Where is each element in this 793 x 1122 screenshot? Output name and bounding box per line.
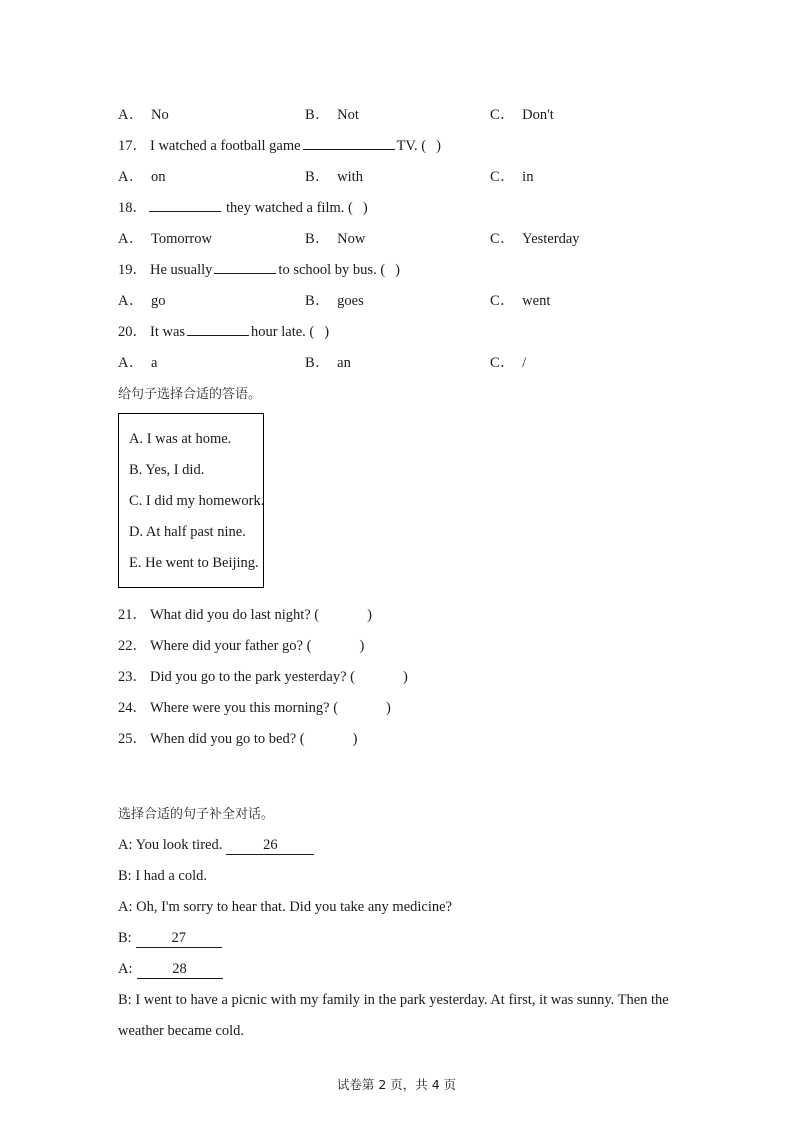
q19-option-b-letter: B． (305, 293, 331, 309)
question-20 (118, 317, 698, 348)
answer-bank-item: E. He went to Beijing. (129, 555, 259, 571)
dialogue-blank-26[interactable]: 26 (226, 837, 314, 855)
q19-option-c[interactable] (490, 286, 550, 317)
question-23-number: 23． (118, 669, 147, 685)
q16-option-c-text: Don't (522, 107, 554, 123)
q18-option-c-text: Yesterday (522, 231, 580, 247)
question-19-blank[interactable] (214, 259, 276, 274)
q18-option-b-text: Now (337, 231, 366, 247)
question-20-text-before: It was (150, 324, 186, 340)
q20-option-b-letter: B． (305, 355, 331, 371)
q17-option-a-text: on (150, 169, 166, 185)
answer-bank-item: A. I was at home. (129, 431, 232, 447)
q20-option-a-letter: A． (118, 355, 144, 371)
q19-options-row (118, 286, 698, 317)
q18-options-row (118, 224, 698, 255)
question-24-paren-close: ) (386, 700, 391, 716)
q17-options-row (118, 162, 698, 193)
question-25-text: When did you go to bed? ( (150, 731, 305, 747)
q17-option-c-letter: C． (490, 169, 516, 185)
question-21-paren-close: ) (367, 607, 372, 623)
question-22-text: Where did your father go? ( (150, 638, 312, 654)
dialogue-line-1-speaker: A: You look tired. (118, 837, 223, 853)
question-23 (118, 662, 698, 693)
question-17-paren-close: ) (436, 138, 441, 154)
dialogue-line-2: B: I had a cold. (118, 868, 207, 884)
question-19-paren-close: ) (395, 262, 400, 278)
dialogue-section-heading: 选择合适的句子补全对话。 (118, 807, 275, 822)
question-19-number: 19． (118, 262, 147, 278)
q19-option-a-text: go (150, 293, 166, 309)
q18-option-b[interactable] (305, 224, 365, 255)
question-22-number: 22． (118, 638, 147, 654)
question-18-text-after: they watched a film. ( (226, 200, 353, 216)
q17-option-b[interactable] (305, 162, 363, 193)
q16-option-b-text: Not (337, 107, 359, 123)
q19-option-b[interactable] (305, 286, 364, 317)
question-22-paren-close: ) (359, 638, 365, 654)
q18-option-c-letter: C． (490, 231, 516, 247)
q18-option-c[interactable] (490, 224, 580, 255)
matching-section-heading: 给句子选择合适的答语。 (118, 387, 262, 402)
question-21-number: 21． (118, 607, 147, 623)
question-25 (118, 724, 698, 755)
dialogue-line-1 (118, 830, 698, 861)
q17-option-b-letter: B． (305, 169, 331, 185)
q17-option-c[interactable] (490, 162, 533, 193)
answer-bank-item: D. At half past nine. (129, 524, 246, 540)
question-18-blank[interactable] (149, 197, 221, 212)
question-21 (118, 600, 698, 631)
question-20-blank[interactable] (187, 321, 249, 336)
q18-option-a[interactable] (118, 224, 212, 255)
q19-option-c-letter: C． (490, 293, 516, 309)
q20-option-b[interactable] (305, 348, 351, 379)
dialogue-line-5-speaker: A: (118, 961, 133, 977)
question-18 (118, 193, 698, 224)
question-18-number: 18． (118, 200, 147, 216)
page-footer: 试卷第 2 页，共 4 页 (336, 1077, 457, 1092)
answer-bank-box (118, 413, 264, 588)
question-23-text: Did you go to the park yesterday? ( (150, 669, 355, 685)
question-24 (118, 693, 698, 724)
question-20-text-after: hour late. ( (251, 324, 315, 340)
question-24-number: 24． (118, 700, 147, 716)
question-25-paren-close: ) (352, 731, 358, 747)
q16-option-b[interactable] (305, 100, 359, 131)
q16-option-a-letter: A． (118, 107, 144, 123)
question-17-number: 17． (118, 138, 147, 154)
q16-option-c[interactable] (490, 100, 554, 131)
q20-options-row (118, 348, 698, 379)
question-21-text: What did you do last night? ( (150, 607, 320, 623)
question-17 (118, 131, 698, 162)
dialogue-blank-27[interactable]: 27 (136, 930, 222, 948)
question-18-paren-close: ) (362, 200, 368, 216)
q20-option-a[interactable] (118, 348, 157, 379)
q16-option-b-letter: B． (305, 107, 331, 123)
dialogue-line-5 (118, 954, 698, 985)
question-19 (118, 255, 698, 286)
q18-option-b-letter: B． (305, 231, 331, 247)
q16-options-row (118, 100, 698, 131)
question-19-text-after: to school by bus. ( (278, 262, 386, 278)
question-19-text-before: He usually (150, 262, 213, 278)
spacer (118, 755, 698, 799)
q20-option-c-text: / (522, 355, 527, 371)
question-23-paren-close: ) (402, 669, 408, 685)
dialogue-blank-28[interactable]: 28 (137, 961, 223, 979)
q16-option-a[interactable] (118, 100, 169, 131)
question-25-number: 25． (118, 731, 147, 747)
question-20-paren-close: ) (324, 324, 330, 340)
q20-option-c[interactable] (490, 348, 526, 379)
q20-option-c-letter: C． (490, 355, 516, 371)
dialogue-line-4-speaker: B: (118, 930, 132, 946)
q18-option-a-text: Tomorrow (150, 231, 212, 247)
q16-option-c-letter: C． (490, 107, 516, 123)
question-22 (118, 631, 698, 662)
q17-option-c-text: in (522, 169, 534, 185)
dialogue-line-4 (118, 923, 698, 954)
dialogue-line-6-part2: weather became cold. (118, 1023, 244, 1039)
page-content (118, 100, 698, 1047)
spacer (118, 588, 698, 600)
dialogue-line-3: A: Oh, I'm sorry to hear that. Did you take any medicine? (118, 899, 453, 915)
q17-option-a-letter: A． (118, 169, 144, 185)
question-17-blank[interactable] (303, 135, 395, 150)
q19-option-a[interactable] (118, 286, 165, 317)
answer-bank-item: B. Yes, I did. (129, 462, 205, 478)
q20-option-b-text: an (337, 355, 351, 371)
question-20-number: 20． (118, 324, 147, 340)
dialogue-line-6-part1: B: I went to have a picnic with my family in the park yesterday. At first, it was sunny. Then the (118, 992, 669, 1008)
question-17-text-after: TV. ( (396, 138, 427, 154)
q20-option-a-text: a (150, 355, 158, 371)
q17-option-a[interactable] (118, 162, 165, 193)
q16-option-a-text: No (150, 107, 169, 123)
answer-bank-item: C. I did my homework. (129, 493, 265, 509)
question-24-text: Where were you this morning? ( (150, 700, 339, 716)
q19-option-a-letter: A． (118, 293, 144, 309)
q19-option-c-text: went (522, 293, 551, 309)
q18-option-a-letter: A． (118, 231, 144, 247)
question-17-text-before: I watched a football game (150, 138, 301, 154)
q19-option-b-text: goes (337, 293, 364, 309)
q17-option-b-text: with (337, 169, 363, 185)
